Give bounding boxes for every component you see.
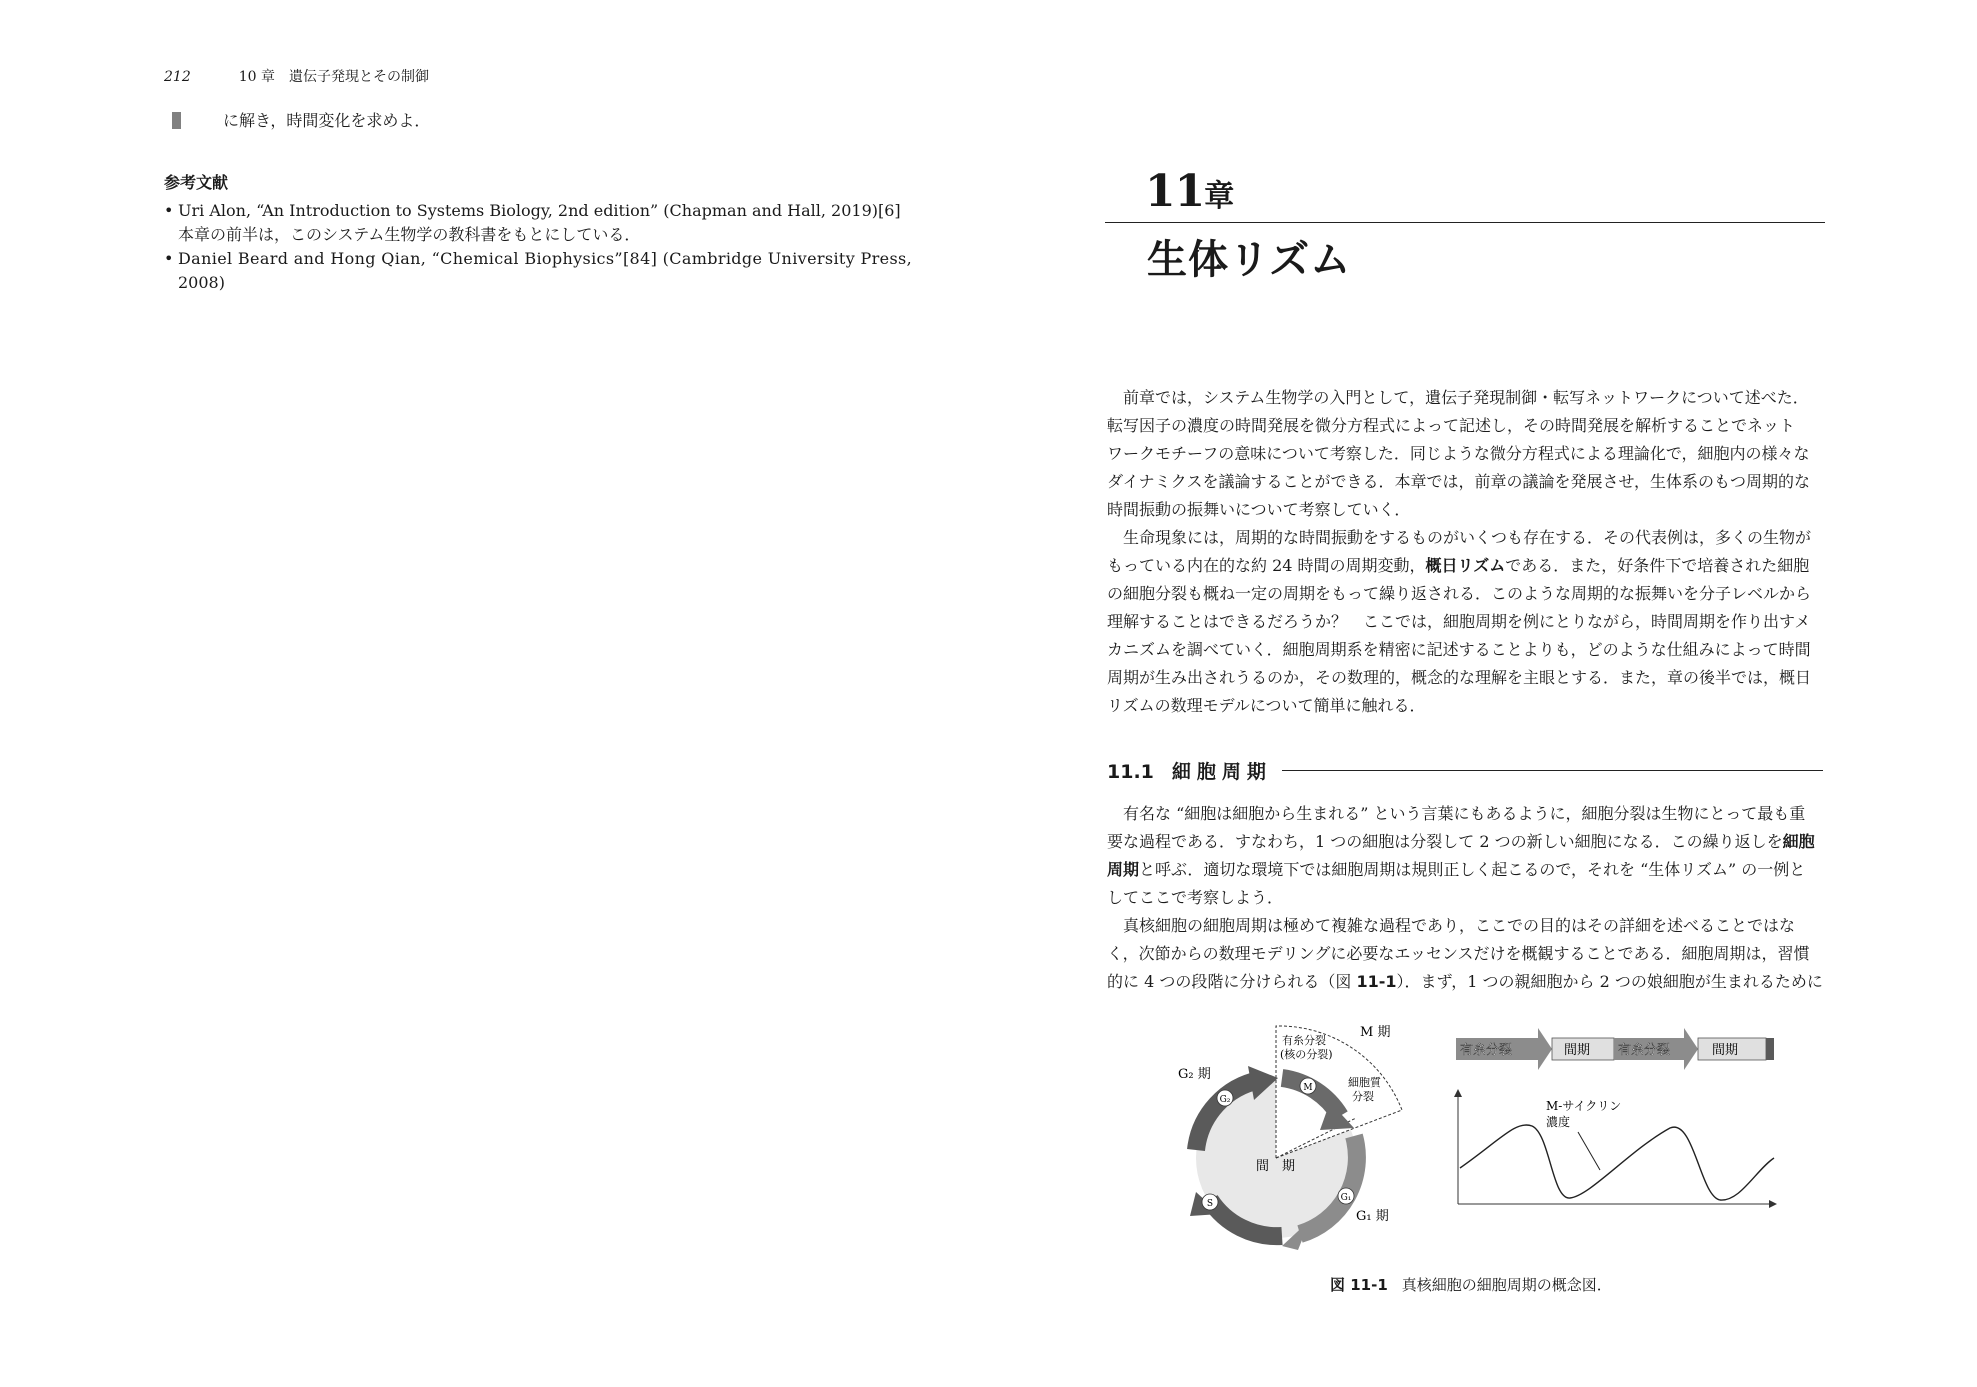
caption-label: 図 11-1: [1330, 1276, 1388, 1294]
mitosis-label: 有糸分裂: [1282, 1034, 1326, 1047]
section-paragraph-2: [1107, 912, 1823, 996]
text-line: ワークモチーフの意味について考察した．同じような微分方程式による理論化で，細胞内の様々な: [1107, 444, 1810, 463]
continued-exercise-text: [172, 108, 430, 131]
text-line: 真核細胞の細胞周期は極めて複雑な過程であり，ここでの目的はその詳細を述べることではな: [1123, 916, 1796, 935]
curve-label: M-サイクリン: [1546, 1099, 1622, 1113]
m-phase-label: M 期: [1360, 1025, 1391, 1040]
timeline-label: 有糸分裂: [1618, 1043, 1671, 1058]
reference-line: Uri Alon, “An Introduction to Systems Biology, 2nd edition” (Chapman and Hall, 2019)[6]: [178, 201, 901, 220]
section-heading: [1107, 757, 1823, 787]
figure-ref: 11-1: [1356, 972, 1397, 991]
figure-caption: [1330, 1274, 1612, 1295]
cell-cycle-figure: [1160, 1010, 1780, 1280]
intro-paragraph-2: [1107, 524, 1823, 720]
caption-text: 真核細胞の細胞周期の概念図．: [1401, 1276, 1612, 1294]
timeline-label: 間期: [1564, 1043, 1591, 1058]
section-number: 11.1: [1107, 761, 1154, 783]
reference-line: Daniel Beard and Hong Qian, “Chemical Biophysics”[84] (Cambridge University Press,: [178, 249, 913, 268]
chapter-number: [1145, 166, 1233, 217]
bullet: •: [164, 249, 174, 268]
interphase-label: 間 期: [1256, 1159, 1296, 1174]
text-line: してここで考察しよう．: [1107, 888, 1284, 907]
timeline-diagram: [1456, 1028, 1776, 1204]
timeline-end-cap: [1766, 1038, 1774, 1060]
timeline-mitosis-2-tip: [1684, 1028, 1698, 1070]
text-run: もっている内在的な約 24 時間の周期変動，: [1107, 556, 1426, 575]
text-run: である．また，好条件下で培養された細胞: [1505, 556, 1810, 575]
curve-sublabel: 濃度: [1546, 1115, 1571, 1129]
chapter-suffix: 章: [1204, 179, 1234, 214]
g2-badge-text: G₂: [1219, 1095, 1231, 1105]
g2-phase-label: G₂ 期: [1178, 1067, 1211, 1082]
text-line: く，次節からの数理モデリングに必要なエッセンスだけを概観することである．細胞周期は，習慣: [1107, 944, 1810, 963]
cytokinesis-sublabel: 分裂: [1352, 1090, 1374, 1103]
term-circadian-rhythm: 概日リズム: [1425, 556, 1506, 575]
text-line: [1107, 968, 1823, 996]
cytokinesis-label: 細胞質: [1348, 1076, 1381, 1089]
text-run: 要な過程である．すなわち，1 つの細胞は分裂して 2 つの新しい細胞になる．この繰り返しを: [1107, 832, 1783, 851]
chapter-number-digits: 11: [1145, 166, 1205, 217]
section-title: [1107, 757, 1282, 784]
text-line: 周期が生み出されうるのか，その数理的，概念的な理解を主眼とする．また，章の後半では，概日: [1107, 668, 1812, 687]
text-line: リズムの数理モデルについて簡単に触れる．: [1107, 696, 1426, 715]
m-badge-text: M: [1303, 1083, 1313, 1093]
text-run: 的に 4 つの段階に分けられる（図: [1107, 972, 1357, 991]
curve-label-leader: [1578, 1132, 1600, 1170]
section-paragraph-1: [1107, 800, 1823, 912]
text-line: 有名な “細胞は細胞から生まれる” という言葉にもあるように，細胞分裂は生物にとって最も重: [1123, 804, 1806, 823]
references-heading: 参考文献: [164, 173, 229, 192]
bullet: •: [164, 201, 174, 220]
text-line: カニズムを調べていく．細胞周期系を精密に記述することよりも，どのような仕組みによって時間: [1107, 640, 1811, 659]
term-cell-cycle-2: 周期: [1107, 860, 1140, 879]
text-line: ダイナミクスを議論することができる．本章では，前章の議論を発展させ，生体系のもつ周期的な: [1107, 472, 1811, 491]
section-body: [1107, 800, 1823, 996]
term-cell-cycle-1: 細胞: [1782, 832, 1815, 851]
text-line: の細胞分裂も概ね一定の周期をもって繰り返される．このような周期的な振舞いを分子レベルから: [1107, 584, 1812, 603]
text-run: ）．まず，1 つの親細胞から 2 つの娘細胞が生まれるために: [1396, 972, 1823, 991]
text-line: [1107, 856, 1823, 884]
timeline-mitosis-1-tip: [1538, 1028, 1552, 1070]
g1-phase-label: G₁ 期: [1356, 1209, 1389, 1224]
chapter-intro: [1107, 384, 1823, 720]
section-title-text: 細胞周期: [1171, 761, 1272, 783]
cell-cycle-diagram: [1178, 1025, 1402, 1250]
text-line: [1107, 828, 1823, 856]
text-run: と呼ぶ．適切な環境下では細胞周期は規則正しく起こるので，それを “生体リズム” の一例と: [1139, 860, 1806, 879]
g1-badge-text: G₁: [1340, 1193, 1352, 1203]
references-list: [164, 199, 913, 295]
chapter-rule: [1105, 222, 1825, 223]
reference-line: 本章の前半は，このシステム生物学の教科書をもとにしている．: [178, 225, 641, 244]
s-badge-text: S: [1206, 1199, 1214, 1209]
timeline-label: 間期: [1712, 1043, 1739, 1058]
page-number: 212: [164, 69, 191, 85]
timeline-label: 有糸分裂: [1460, 1043, 1513, 1058]
text-line: 時間振動の振舞いについて考察していく．: [1107, 500, 1411, 519]
text-line: 理解することはできるだろうか？ ここでは，細胞周期を例にとりながら，時間周期を作り出すメ: [1107, 612, 1811, 631]
intro-paragraph-1: [1107, 384, 1823, 524]
mitosis-sublabel: (核の分裂): [1280, 1048, 1333, 1061]
running-header: [164, 66, 429, 86]
text-line: 生命現象には，周期的な時間振動をするものがいくつも存在する．その代表例は，多くの生物が: [1123, 528, 1812, 547]
text-line: [1107, 552, 1823, 580]
text-line: 前章では，システム生物学の入門として，遺伝子発現制御・転写ネットワークについて述べた．: [1123, 388, 1809, 407]
end-of-proof-mark: [172, 112, 181, 129]
reference-line: 2008): [178, 273, 225, 292]
chapter-title: 生体リズム: [1147, 237, 1352, 283]
reference-item: [164, 247, 913, 295]
text-line: 転写因子の濃度の時間発展を微分方程式によって記述し，その時間発展を解析することでネット: [1107, 416, 1796, 435]
m-cyclin-curve: [1460, 1125, 1774, 1200]
running-head-title: 10 章 遺伝子発現とその制御: [238, 69, 429, 85]
continued-line: に解き，時間変化を求めよ．: [223, 111, 431, 130]
reference-item: [164, 199, 901, 247]
